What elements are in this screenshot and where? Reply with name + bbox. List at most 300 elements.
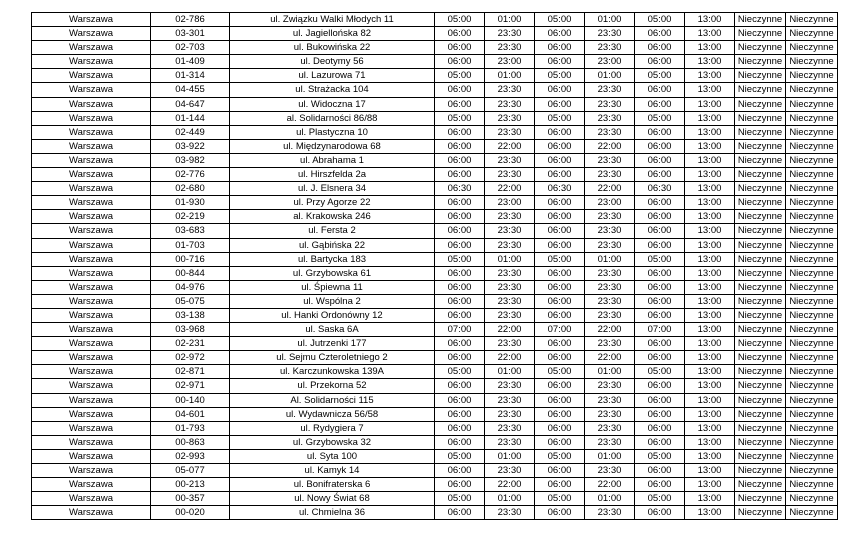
weekday-close-cell: 22:00 bbox=[485, 139, 535, 153]
city-cell: Warszawa bbox=[32, 365, 151, 379]
holiday-status-cell-2: Nieczynne bbox=[786, 478, 838, 492]
holiday-status-cell-2: Nieczynne bbox=[786, 168, 838, 182]
weekday-open-cell: 05:00 bbox=[435, 449, 485, 463]
sunday-close-cell: 13:00 bbox=[685, 365, 735, 379]
holiday-status-cell-2: Nieczynne bbox=[786, 365, 838, 379]
table-row bbox=[32, 323, 838, 337]
weekday-open-cell: 06:00 bbox=[435, 464, 485, 478]
holiday-status-cell: Nieczynne bbox=[735, 393, 786, 407]
saturday-close-cell: 23:30 bbox=[585, 337, 635, 351]
weekday-open-cell: 06:00 bbox=[435, 478, 485, 492]
weekday-close-cell: 23:30 bbox=[485, 83, 535, 97]
table-row bbox=[32, 421, 838, 435]
sunday-close-cell: 13:00 bbox=[685, 379, 735, 393]
holiday-status-cell-2: Nieczynne bbox=[786, 492, 838, 506]
holiday-status-cell: Nieczynne bbox=[735, 97, 786, 111]
saturday-open-cell: 06:00 bbox=[535, 196, 585, 210]
postal-code-cell: 03-982 bbox=[151, 153, 230, 167]
city-cell: Warszawa bbox=[32, 224, 151, 238]
table-row bbox=[32, 125, 838, 139]
saturday-open-cell: 06:00 bbox=[535, 168, 585, 182]
holiday-status-cell-2: Nieczynne bbox=[786, 210, 838, 224]
sunday-open-cell: 06:00 bbox=[635, 435, 685, 449]
weekday-close-cell: 01:00 bbox=[485, 69, 535, 83]
table-row bbox=[32, 280, 838, 294]
saturday-open-cell: 06:00 bbox=[535, 393, 585, 407]
weekday-close-cell: 23:30 bbox=[485, 168, 535, 182]
address-cell: ul. Bartycka 183 bbox=[230, 252, 435, 266]
postal-code-cell: 00-863 bbox=[151, 435, 230, 449]
saturday-open-cell: 06:00 bbox=[535, 210, 585, 224]
address-cell: Al. Solidarności 115 bbox=[230, 393, 435, 407]
sunday-open-cell: 05:00 bbox=[635, 252, 685, 266]
weekday-open-cell: 06:00 bbox=[435, 168, 485, 182]
city-cell: Warszawa bbox=[32, 294, 151, 308]
saturday-close-cell: 23:30 bbox=[585, 168, 635, 182]
sunday-close-cell: 13:00 bbox=[685, 294, 735, 308]
table-row bbox=[32, 168, 838, 182]
postal-code-cell: 02-703 bbox=[151, 41, 230, 55]
weekday-close-cell: 23:30 bbox=[485, 224, 535, 238]
postal-code-cell: 03-138 bbox=[151, 308, 230, 322]
holiday-status-cell-2: Nieczynne bbox=[786, 407, 838, 421]
sunday-open-cell: 06:00 bbox=[635, 464, 685, 478]
holiday-status-cell-2: Nieczynne bbox=[786, 139, 838, 153]
weekday-close-cell: 01:00 bbox=[485, 365, 535, 379]
address-cell: ul. Plastyczna 10 bbox=[230, 125, 435, 139]
saturday-open-cell: 06:00 bbox=[535, 421, 585, 435]
holiday-status-cell: Nieczynne bbox=[735, 449, 786, 463]
postal-code-cell: 03-301 bbox=[151, 27, 230, 41]
saturday-open-cell: 06:00 bbox=[535, 224, 585, 238]
address-cell: ul. Gąbińska 22 bbox=[230, 238, 435, 252]
weekday-open-cell: 07:00 bbox=[435, 323, 485, 337]
table-row bbox=[32, 365, 838, 379]
table-row bbox=[32, 69, 838, 83]
saturday-close-cell: 23:30 bbox=[585, 83, 635, 97]
weekday-open-cell: 06:00 bbox=[435, 196, 485, 210]
saturday-open-cell: 06:00 bbox=[535, 407, 585, 421]
sunday-open-cell: 06:00 bbox=[635, 153, 685, 167]
postal-code-cell: 01-144 bbox=[151, 111, 230, 125]
holiday-status-cell-2: Nieczynne bbox=[786, 506, 838, 520]
holiday-status-cell-2: Nieczynne bbox=[786, 252, 838, 266]
holiday-status-cell-2: Nieczynne bbox=[786, 280, 838, 294]
sunday-close-cell: 13:00 bbox=[685, 153, 735, 167]
postal-code-cell: 00-357 bbox=[151, 492, 230, 506]
postal-code-cell: 05-077 bbox=[151, 464, 230, 478]
sunday-open-cell: 06:00 bbox=[635, 224, 685, 238]
table-row bbox=[32, 153, 838, 167]
table-row bbox=[32, 449, 838, 463]
city-cell: Warszawa bbox=[32, 210, 151, 224]
city-cell: Warszawa bbox=[32, 506, 151, 520]
city-cell: Warszawa bbox=[32, 252, 151, 266]
weekday-open-cell: 06:00 bbox=[435, 308, 485, 322]
sunday-close-cell: 13:00 bbox=[685, 210, 735, 224]
holiday-status-cell: Nieczynne bbox=[735, 337, 786, 351]
sunday-open-cell: 06:00 bbox=[635, 379, 685, 393]
saturday-close-cell: 23:30 bbox=[585, 224, 635, 238]
weekday-open-cell: 06:00 bbox=[435, 210, 485, 224]
saturday-open-cell: 06:00 bbox=[535, 266, 585, 280]
weekday-close-cell: 23:30 bbox=[485, 393, 535, 407]
weekday-open-cell: 06:00 bbox=[435, 294, 485, 308]
address-cell: ul. Przy Agorze 22 bbox=[230, 196, 435, 210]
table-row bbox=[32, 252, 838, 266]
saturday-open-cell: 06:00 bbox=[535, 435, 585, 449]
city-cell: Warszawa bbox=[32, 13, 151, 27]
city-cell: Warszawa bbox=[32, 168, 151, 182]
holiday-status-cell-2: Nieczynne bbox=[786, 41, 838, 55]
table-body bbox=[32, 13, 838, 520]
weekday-close-cell: 01:00 bbox=[485, 13, 535, 27]
city-cell: Warszawa bbox=[32, 323, 151, 337]
holiday-status-cell: Nieczynne bbox=[735, 69, 786, 83]
sunday-open-cell: 06:00 bbox=[635, 97, 685, 111]
holiday-status-cell: Nieczynne bbox=[735, 13, 786, 27]
city-cell: Warszawa bbox=[32, 478, 151, 492]
postal-code-cell: 03-922 bbox=[151, 139, 230, 153]
saturday-open-cell: 05:00 bbox=[535, 365, 585, 379]
postal-code-cell: 02-680 bbox=[151, 182, 230, 196]
holiday-status-cell-2: Nieczynne bbox=[786, 111, 838, 125]
address-cell: ul. Hanki Ordonówny 12 bbox=[230, 308, 435, 322]
weekday-open-cell: 05:00 bbox=[435, 111, 485, 125]
holiday-status-cell: Nieczynne bbox=[735, 41, 786, 55]
weekday-open-cell: 05:00 bbox=[435, 252, 485, 266]
sunday-close-cell: 13:00 bbox=[685, 139, 735, 153]
city-cell: Warszawa bbox=[32, 449, 151, 463]
sunday-close-cell: 13:00 bbox=[685, 464, 735, 478]
holiday-status-cell-2: Nieczynne bbox=[786, 337, 838, 351]
sunday-open-cell: 06:30 bbox=[635, 182, 685, 196]
saturday-close-cell: 23:30 bbox=[585, 153, 635, 167]
holiday-status-cell-2: Nieczynne bbox=[786, 97, 838, 111]
table-row bbox=[32, 478, 838, 492]
holiday-status-cell: Nieczynne bbox=[735, 83, 786, 97]
weekday-open-cell: 05:00 bbox=[435, 365, 485, 379]
table-row bbox=[32, 506, 838, 520]
saturday-open-cell: 05:00 bbox=[535, 111, 585, 125]
saturday-open-cell: 06:00 bbox=[535, 83, 585, 97]
holiday-status-cell: Nieczynne bbox=[735, 139, 786, 153]
address-cell: ul. Hirszfelda 2a bbox=[230, 168, 435, 182]
sunday-open-cell: 06:00 bbox=[635, 506, 685, 520]
table-row bbox=[32, 294, 838, 308]
weekday-close-cell: 01:00 bbox=[485, 492, 535, 506]
weekday-open-cell: 06:00 bbox=[435, 238, 485, 252]
saturday-close-cell: 23:30 bbox=[585, 506, 635, 520]
sunday-close-cell: 13:00 bbox=[685, 421, 735, 435]
sunday-close-cell: 13:00 bbox=[685, 280, 735, 294]
sunday-open-cell: 06:00 bbox=[635, 125, 685, 139]
city-cell: Warszawa bbox=[32, 182, 151, 196]
weekday-open-cell: 06:30 bbox=[435, 182, 485, 196]
saturday-open-cell: 05:00 bbox=[535, 69, 585, 83]
city-cell: Warszawa bbox=[32, 125, 151, 139]
address-cell: ul. Grzybowska 32 bbox=[230, 435, 435, 449]
sunday-close-cell: 13:00 bbox=[685, 168, 735, 182]
sunday-open-cell: 05:00 bbox=[635, 111, 685, 125]
holiday-status-cell-2: Nieczynne bbox=[786, 323, 838, 337]
saturday-open-cell: 05:00 bbox=[535, 492, 585, 506]
holiday-status-cell: Nieczynne bbox=[735, 365, 786, 379]
weekday-close-cell: 23:30 bbox=[485, 27, 535, 41]
sunday-open-cell: 06:00 bbox=[635, 55, 685, 69]
sunday-close-cell: 13:00 bbox=[685, 323, 735, 337]
weekday-close-cell: 23:30 bbox=[485, 308, 535, 322]
city-cell: Warszawa bbox=[32, 421, 151, 435]
sunday-open-cell: 06:00 bbox=[635, 337, 685, 351]
address-cell: ul. Lazurowa 71 bbox=[230, 69, 435, 83]
saturday-close-cell: 22:00 bbox=[585, 182, 635, 196]
saturday-close-cell: 23:30 bbox=[585, 379, 635, 393]
city-cell: Warszawa bbox=[32, 393, 151, 407]
table-row bbox=[32, 464, 838, 478]
table-row bbox=[32, 139, 838, 153]
weekday-close-cell: 01:00 bbox=[485, 252, 535, 266]
sunday-open-cell: 07:00 bbox=[635, 323, 685, 337]
address-cell: al. Krakowska 246 bbox=[230, 210, 435, 224]
sunday-open-cell: 06:00 bbox=[635, 421, 685, 435]
holiday-status-cell: Nieczynne bbox=[735, 252, 786, 266]
address-cell: ul. Śpiewna 11 bbox=[230, 280, 435, 294]
holiday-status-cell-2: Nieczynne bbox=[786, 125, 838, 139]
table-row bbox=[32, 393, 838, 407]
address-cell: ul. Kamyk 14 bbox=[230, 464, 435, 478]
holiday-status-cell-2: Nieczynne bbox=[786, 196, 838, 210]
postal-code-cell: 02-972 bbox=[151, 351, 230, 365]
address-cell: ul. Bukowińska 22 bbox=[230, 41, 435, 55]
holiday-status-cell: Nieczynne bbox=[735, 294, 786, 308]
weekday-close-cell: 23:00 bbox=[485, 55, 535, 69]
weekday-close-cell: 23:30 bbox=[485, 111, 535, 125]
saturday-close-cell: 23:30 bbox=[585, 125, 635, 139]
postal-code-cell: 00-844 bbox=[151, 266, 230, 280]
address-cell: ul. Widoczna 17 bbox=[230, 97, 435, 111]
holiday-status-cell: Nieczynne bbox=[735, 111, 786, 125]
sunday-open-cell: 06:00 bbox=[635, 139, 685, 153]
saturday-close-cell: 23:00 bbox=[585, 55, 635, 69]
saturday-open-cell: 06:00 bbox=[535, 351, 585, 365]
saturday-close-cell: 23:30 bbox=[585, 266, 635, 280]
saturday-close-cell: 23:30 bbox=[585, 280, 635, 294]
holiday-status-cell: Nieczynne bbox=[735, 182, 786, 196]
postal-code-cell: 01-314 bbox=[151, 69, 230, 83]
city-cell: Warszawa bbox=[32, 139, 151, 153]
address-cell: ul. Bonifraterska 6 bbox=[230, 478, 435, 492]
sunday-close-cell: 13:00 bbox=[685, 27, 735, 41]
sunday-open-cell: 05:00 bbox=[635, 449, 685, 463]
table-row bbox=[32, 182, 838, 196]
saturday-open-cell: 05:00 bbox=[535, 252, 585, 266]
address-cell: ul. Sejmu Czteroletniego 2 bbox=[230, 351, 435, 365]
sunday-open-cell: 05:00 bbox=[635, 492, 685, 506]
sunday-open-cell: 06:00 bbox=[635, 393, 685, 407]
postal-code-cell: 03-683 bbox=[151, 224, 230, 238]
address-cell: ul. Chmielna 36 bbox=[230, 506, 435, 520]
saturday-close-cell: 23:30 bbox=[585, 111, 635, 125]
sunday-close-cell: 13:00 bbox=[685, 407, 735, 421]
postal-code-cell: 02-971 bbox=[151, 379, 230, 393]
saturday-open-cell: 06:00 bbox=[535, 478, 585, 492]
saturday-close-cell: 23:30 bbox=[585, 407, 635, 421]
saturday-close-cell: 01:00 bbox=[585, 365, 635, 379]
address-cell: ul. Karczunkowska 139A bbox=[230, 365, 435, 379]
holiday-status-cell-2: Nieczynne bbox=[786, 153, 838, 167]
city-cell: Warszawa bbox=[32, 153, 151, 167]
holiday-status-cell: Nieczynne bbox=[735, 224, 786, 238]
weekday-open-cell: 06:00 bbox=[435, 407, 485, 421]
weekday-close-cell: 23:30 bbox=[485, 294, 535, 308]
sunday-open-cell: 06:00 bbox=[635, 280, 685, 294]
table-row bbox=[32, 83, 838, 97]
saturday-close-cell: 01:00 bbox=[585, 69, 635, 83]
holiday-status-cell-2: Nieczynne bbox=[786, 224, 838, 238]
saturday-close-cell: 23:30 bbox=[585, 238, 635, 252]
postal-code-cell: 01-703 bbox=[151, 238, 230, 252]
weekday-close-cell: 01:00 bbox=[485, 449, 535, 463]
postal-code-cell: 02-786 bbox=[151, 13, 230, 27]
sunday-open-cell: 05:00 bbox=[635, 69, 685, 83]
saturday-open-cell: 06:00 bbox=[535, 41, 585, 55]
holiday-status-cell-2: Nieczynne bbox=[786, 421, 838, 435]
postal-code-cell: 00-140 bbox=[151, 393, 230, 407]
holiday-status-cell: Nieczynne bbox=[735, 308, 786, 322]
holiday-status-cell-2: Nieczynne bbox=[786, 351, 838, 365]
sunday-open-cell: 06:00 bbox=[635, 478, 685, 492]
holiday-status-cell-2: Nieczynne bbox=[786, 69, 838, 83]
saturday-open-cell: 05:00 bbox=[535, 449, 585, 463]
sunday-close-cell: 13:00 bbox=[685, 435, 735, 449]
holiday-status-cell: Nieczynne bbox=[735, 153, 786, 167]
saturday-open-cell: 06:00 bbox=[535, 506, 585, 520]
postal-code-cell: 00-020 bbox=[151, 506, 230, 520]
sunday-close-cell: 13:00 bbox=[685, 111, 735, 125]
saturday-close-cell: 23:30 bbox=[585, 393, 635, 407]
address-cell: ul. Jutrzenki 177 bbox=[230, 337, 435, 351]
weekday-open-cell: 06:00 bbox=[435, 27, 485, 41]
holiday-status-cell: Nieczynne bbox=[735, 266, 786, 280]
weekday-close-cell: 22:00 bbox=[485, 323, 535, 337]
table-row bbox=[32, 97, 838, 111]
holiday-status-cell: Nieczynne bbox=[735, 238, 786, 252]
postal-code-cell: 02-449 bbox=[151, 125, 230, 139]
holiday-status-cell: Nieczynne bbox=[735, 27, 786, 41]
address-cell: ul. Wspólna 2 bbox=[230, 294, 435, 308]
weekday-open-cell: 06:00 bbox=[435, 435, 485, 449]
weekday-open-cell: 06:00 bbox=[435, 139, 485, 153]
weekday-open-cell: 06:00 bbox=[435, 280, 485, 294]
holiday-status-cell: Nieczynne bbox=[735, 210, 786, 224]
weekday-close-cell: 22:00 bbox=[485, 351, 535, 365]
saturday-open-cell: 06:30 bbox=[535, 182, 585, 196]
weekday-open-cell: 06:00 bbox=[435, 379, 485, 393]
holiday-status-cell-2: Nieczynne bbox=[786, 379, 838, 393]
weekday-close-cell: 23:30 bbox=[485, 280, 535, 294]
saturday-open-cell: 06:00 bbox=[535, 337, 585, 351]
table-row bbox=[32, 308, 838, 322]
table-row bbox=[32, 111, 838, 125]
city-cell: Warszawa bbox=[32, 464, 151, 478]
sunday-open-cell: 05:00 bbox=[635, 13, 685, 27]
sunday-close-cell: 13:00 bbox=[685, 252, 735, 266]
sunday-close-cell: 13:00 bbox=[685, 478, 735, 492]
table-row bbox=[32, 492, 838, 506]
saturday-open-cell: 06:00 bbox=[535, 238, 585, 252]
holiday-status-cell-2: Nieczynne bbox=[786, 182, 838, 196]
weekday-open-cell: 06:00 bbox=[435, 351, 485, 365]
sunday-open-cell: 06:00 bbox=[635, 196, 685, 210]
table-row bbox=[32, 379, 838, 393]
holiday-status-cell-2: Nieczynne bbox=[786, 27, 838, 41]
table-row bbox=[32, 337, 838, 351]
weekday-close-cell: 23:30 bbox=[485, 435, 535, 449]
table-row bbox=[32, 266, 838, 280]
saturday-close-cell: 01:00 bbox=[585, 449, 635, 463]
holiday-status-cell-2: Nieczynne bbox=[786, 294, 838, 308]
saturday-close-cell: 23:30 bbox=[585, 421, 635, 435]
address-cell: ul. Przekorna 52 bbox=[230, 379, 435, 393]
saturday-close-cell: 22:00 bbox=[585, 139, 635, 153]
address-cell: ul. Saska 6A bbox=[230, 323, 435, 337]
city-cell: Warszawa bbox=[32, 407, 151, 421]
holiday-status-cell-2: Nieczynne bbox=[786, 435, 838, 449]
weekday-open-cell: 06:00 bbox=[435, 337, 485, 351]
sunday-close-cell: 13:00 bbox=[685, 224, 735, 238]
city-cell: Warszawa bbox=[32, 41, 151, 55]
table-row bbox=[32, 41, 838, 55]
sunday-close-cell: 13:00 bbox=[685, 196, 735, 210]
saturday-close-cell: 01:00 bbox=[585, 252, 635, 266]
table-row bbox=[32, 407, 838, 421]
city-cell: Warszawa bbox=[32, 83, 151, 97]
city-cell: Warszawa bbox=[32, 196, 151, 210]
weekday-open-cell: 06:00 bbox=[435, 393, 485, 407]
sunday-open-cell: 06:00 bbox=[635, 83, 685, 97]
sunday-open-cell: 06:00 bbox=[635, 407, 685, 421]
sunday-close-cell: 13:00 bbox=[685, 83, 735, 97]
sunday-open-cell: 06:00 bbox=[635, 351, 685, 365]
sunday-close-cell: 13:00 bbox=[685, 337, 735, 351]
city-cell: Warszawa bbox=[32, 266, 151, 280]
sunday-open-cell: 06:00 bbox=[635, 41, 685, 55]
city-cell: Warszawa bbox=[32, 55, 151, 69]
saturday-open-cell: 07:00 bbox=[535, 323, 585, 337]
city-cell: Warszawa bbox=[32, 308, 151, 322]
weekday-close-cell: 23:30 bbox=[485, 153, 535, 167]
saturday-close-cell: 23:30 bbox=[585, 41, 635, 55]
weekday-open-cell: 05:00 bbox=[435, 13, 485, 27]
postal-code-cell: 02-231 bbox=[151, 337, 230, 351]
weekday-close-cell: 23:30 bbox=[485, 210, 535, 224]
weekday-open-cell: 06:00 bbox=[435, 153, 485, 167]
saturday-open-cell: 06:00 bbox=[535, 153, 585, 167]
table-row bbox=[32, 238, 838, 252]
saturday-open-cell: 06:00 bbox=[535, 294, 585, 308]
saturday-close-cell: 23:30 bbox=[585, 27, 635, 41]
postal-code-cell: 03-968 bbox=[151, 323, 230, 337]
saturday-close-cell: 23:30 bbox=[585, 97, 635, 111]
sunday-close-cell: 13:00 bbox=[685, 55, 735, 69]
saturday-close-cell: 01:00 bbox=[585, 13, 635, 27]
table-row bbox=[32, 210, 838, 224]
weekday-close-cell: 23:30 bbox=[485, 506, 535, 520]
saturday-close-cell: 23:00 bbox=[585, 196, 635, 210]
saturday-close-cell: 22:00 bbox=[585, 323, 635, 337]
address-cell: ul. Wydawnicza 56/58 bbox=[230, 407, 435, 421]
